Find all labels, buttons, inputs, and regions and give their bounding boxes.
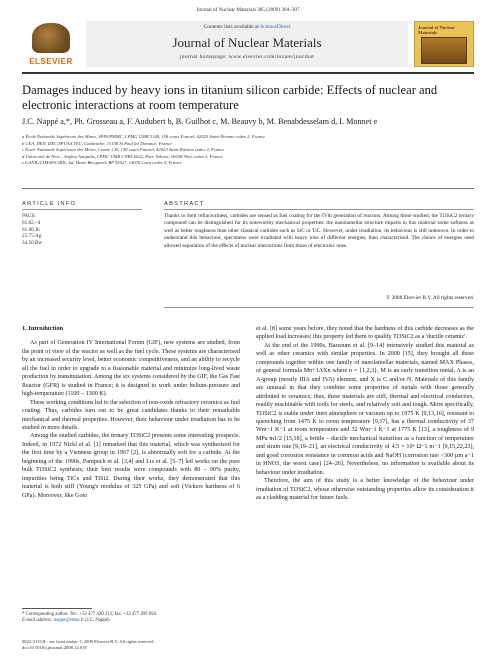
pacs-code: 34.50.Bw bbox=[22, 240, 43, 247]
affiliation-item: e GANIL/CIMAP/CIRIL, bd. Henri Becquerel, BP 55027, 14076 Caen cedex 5, France bbox=[22, 160, 182, 166]
pacs-code: 61.80.Jh bbox=[22, 226, 40, 233]
affiliation-item: c École Nationale Supérieure des Mines, Centre CIS, 158 cours Fauriel, 42023 Saint-Étienne cedex 2, France bbox=[22, 147, 225, 153]
body-left-column bbox=[22, 325, 240, 500]
abstract-text: Thanks to their refractoriness, carbides are sensed as fuel coating for the IVth generation of reactors. Among those studied, the Ti3SiC2 ternary compound can be distinguished for its noteworthy mechanical properties: the nanolamellar structure imparts to this material some softness as well as better toughness than other classical carbides such as SiC or TiC. However, under irradiation, its behaviour is still unknown. In order to understand this behaviour, specimens were irradiated with heavy ions of different energies, then characterised. The choice of energies used allowed separation of the effects of nuclear interactions from those of electronic ones. bbox=[164, 213, 474, 249]
header-divider bbox=[22, 72, 474, 74]
footnote-divider bbox=[22, 608, 92, 609]
elsevier-logo[interactable] bbox=[22, 21, 80, 67]
pacs-label: PACS: bbox=[22, 213, 36, 219]
email-line bbox=[22, 618, 240, 624]
body-paragraph: As part of Generation IV International Forum (GIF), new systems are studied, from the point of view of the reactor as well as the fuel cycle. These systems are characterised by an increased security level, better economic competitiveness, and an ability to recycle all the fuel in order to upgrade to a fissionable material and minimize long-lived waste production by transmutation. Among the six systems considered by the GIF, the Gas Fast Reactor (GFR) is studied in France; it is designed to work under helium-pressure and high-temperature (1100 – 1300 K). bbox=[22, 340, 240, 398]
affiliation-item: d Université de Nice – Sophia Antipolis, LPMC UMR CNRS 6622, Parc Valrose, 06108 Nice cedex 2, France bbox=[22, 153, 223, 159]
email-label: E-mail address: bbox=[22, 618, 54, 624]
cover-title: Journal of Nuclear Materials bbox=[418, 25, 455, 36]
issn-line: 0022-3115/$ - see front matter © 2008 Elsevier B.V. All rights reserved. bbox=[22, 639, 155, 644]
email-link[interactable]: nappe@emse.fr bbox=[53, 618, 84, 624]
body-paragraph: At the end of the 1990s, Barsoum et al. [9–14] intensively studied this material as well as other ceramics with similar properties. In 2000 [15], they brought all these compounds together within one family of nanolamellar materials, named MAX Phases, of general formula Mn+1AXn where n = {1,2,3}, M is an early transition metal, A is an A-group (mostly IIIA and IVA) element, and X is C and/or N. Materials of this family are unusual in that they combine some properties of metals with those generally attributed to ceramics; thus, these materials are stiff, thermal and electrical conductors, readily machinable with tools for steels, and relatively soft and tough. More specifically, Ti3SiC2 is stable under inert atmosphere or vacuum up to 1975 K [9,13,16], resistant to quenching from 1475 K to room temperature [9,17], has a thermal conductivity of 37 Wm−1 K−1 at room temperature and 32 Wm−1 K−1 at 1775 K [13], a toughness of 9 MPa m1/2 [15,18], a brittle – ductile mechanical transition as a function of temperature and strain rate [9,19–21], an electrical conductivity of 4.5 × 10⁶ Ω−1 m−1 [9,15,22,23], and good corrosion resistance in common acids and NaOH (corrosion rate <300 µm a−1 in HNO3, the worst case) [24–26]. Nevertheless, no information is available about its behaviour under irradiation. bbox=[256, 342, 474, 476]
journal-header bbox=[22, 21, 474, 67]
footnote bbox=[22, 612, 240, 625]
body-paragraph: et al. [8] some years before, they noted that the hardness of this carbide decreases as the applied load increases; this property led them to qualify Ti3SiC2 as a 'ductile ceramic'. bbox=[256, 326, 474, 341]
corresponding-author-note: * Corresponding author. Tel.: +33 477 420 213; fax: +33 477 499 694. bbox=[22, 612, 158, 617]
section-heading: 1. Introduction bbox=[22, 325, 64, 332]
abstract-bottom-divider bbox=[164, 307, 474, 308]
email-suffix: (J.C. Nappé). bbox=[83, 618, 111, 624]
contents-prefix: Contents lists available at bbox=[203, 24, 261, 30]
affiliation-list bbox=[22, 134, 474, 167]
affiliation-divider bbox=[22, 188, 474, 189]
affiliation-item: b CEA, DEN, DEC/SPUA/LTEC, Cadarache, 13108 St Paul lez Durance, France bbox=[22, 140, 172, 146]
body-right-column bbox=[256, 325, 474, 503]
doi-line[interactable]: doi:10.1016/j.jnucmat.2008.12.018 bbox=[22, 645, 87, 650]
pacs-code: 61.82.–d bbox=[22, 219, 41, 226]
sciencedirect-link[interactable]: ScienceDirect bbox=[260, 24, 291, 30]
article-title: Damages induced by heavy ions in titanium silicon carbide: Effects of nuclear and electronic interactions at room temperature bbox=[22, 83, 438, 112]
cover-image bbox=[421, 37, 467, 64]
article-info-heading: ARTICLE INFO bbox=[22, 201, 77, 207]
journal-cover-thumbnail[interactable] bbox=[414, 21, 474, 67]
pacs-code: 25.75.Ag bbox=[22, 233, 42, 240]
author-list: J.C. Nappé a,*, Ph. Grosseau a, F. Audubert b, B. Guilhot c, M. Beauvy b, M. Benabdesselam d, I. Monnet e bbox=[22, 117, 378, 126]
elsevier-tree-icon bbox=[32, 23, 70, 53]
body-paragraph: These working conditions led to the selection of non-oxide refractory ceramics as fuel coating. Thus, carbides turn out to be great candidates thanks to their remarkable mechanical and thermal properties. However, their behaviour under irradiation has to be studied in more details. bbox=[22, 399, 240, 431]
journal-reference: Journal of Nuclear Materials 385 (2009) 304–307 bbox=[196, 7, 300, 13]
journal-homepage[interactable]: journal homepage: www.elsevier.com/locate/jnucmat bbox=[179, 54, 315, 60]
issn-block bbox=[22, 639, 240, 651]
publisher-name: ELSEVIER bbox=[29, 57, 73, 66]
article-info-divider bbox=[22, 209, 142, 210]
pacs-block bbox=[22, 213, 142, 247]
abstract-heading: ABSTRACT bbox=[164, 201, 205, 207]
copyright-notice: © 2008 Elsevier B.V. All rights reserved. bbox=[386, 295, 474, 301]
body-paragraph: Among the studied carbides, the ternary Ti3SiC2 presents some interesting prospects. Indeed, in 1972 Nickl et al. [1] remarked that this material, which was synthesized for the first time by a Viennese group in 1967 [2], is abnormally soft for a carbide. At the beginning of the 1990s, Pampuch et al. [3,4] and Lis et al. [5–7] led works on the pure bulk Ti3SiC2 synthesis; their best results were compounds with 80 – 90% purity, impurities being TiCx and TiSi2. During their works, they demonstrated that this material is both stiff (Young's modulus of 325 GPa) and soft (Vickers hardness of 6 GPa). Moreover, like Goto bbox=[22, 433, 240, 499]
journal-banner bbox=[86, 21, 408, 67]
affiliation-item: a École Nationale Supérieure des Mines, SPIN/PMMC, LPMG UMR 5148, 158 cours Fauriel, 42023 Saint-Étienne cedex 2, France bbox=[22, 134, 265, 139]
abstract-divider bbox=[164, 209, 474, 210]
body-paragraph: Therefore, the aim of this study is a better knowledge of the behaviour under irradiation of Ti3SiC2, whose otherwise outstanding properties allow its consideration it as a cladding material for future fuels. bbox=[256, 478, 474, 502]
journal-name[interactable]: Journal of Nuclear Materials bbox=[172, 35, 322, 50]
contents-line bbox=[86, 24, 408, 30]
